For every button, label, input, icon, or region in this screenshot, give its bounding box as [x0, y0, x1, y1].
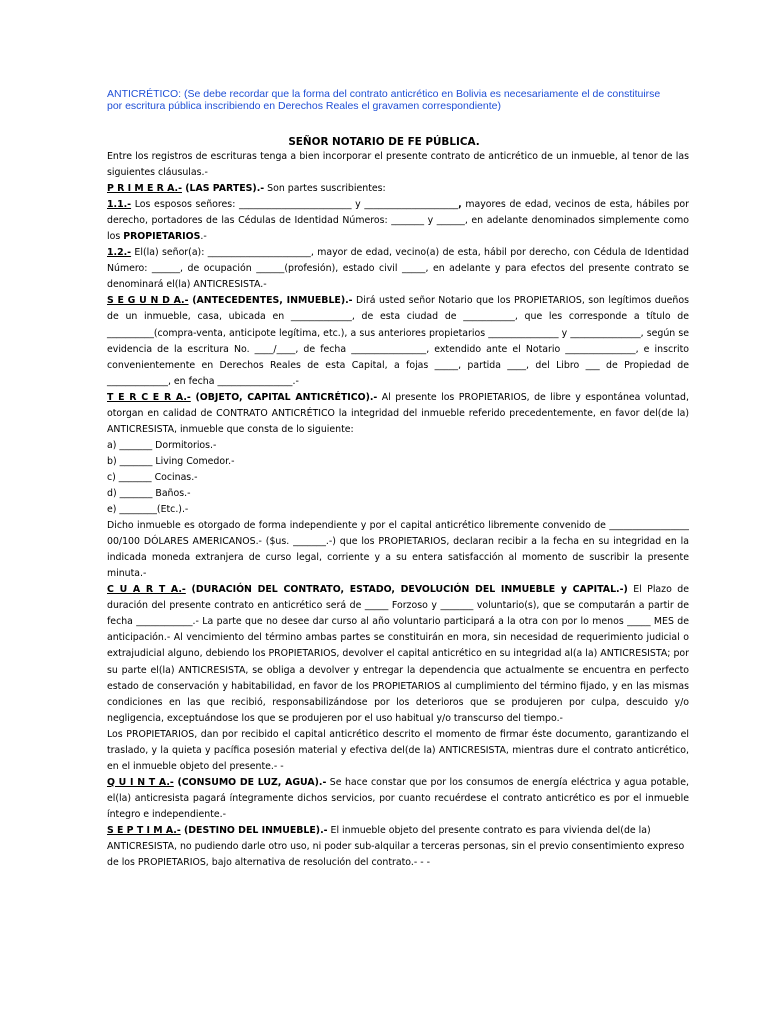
clause-text: mayores de edad, vecinos de esta, hábiles por derecho, portadores de las Cédulas de Identidad Números: _______ y ______, en adelante denominados simplemente como los — [107, 199, 689, 243]
clause-1-1 — [107, 197, 689, 245]
capital-paragraph: Dicho inmueble es otorgado de forma independiente y por el capital anticrético libremente convenido de _________________ 00/100 DÓLARES AMERICANOS.- ($us. _______.-) que los PROPIETARIOS, declaran recibir a la fecha en su integridad en la indicada moneda extranjera de curso legal, corriente y a su entera satisfacción al momento de suscribir la presente minuta.- — [107, 520, 689, 580]
clause-septima — [107, 823, 689, 871]
clause-label: 1.2.- — [107, 247, 132, 259]
clause-label: C U A R T A.- — [107, 584, 186, 596]
clause-primera — [107, 181, 689, 197]
propietarios-term: PROPIETARIOS — [123, 231, 201, 243]
clause-title: (DURACIÓN DEL CONTRATO, ESTADO, DEVOLUCIÓN DEL INMUEBLE y CAPITAL.-) — [185, 584, 628, 596]
clause-label: T E R C E R A.- — [107, 391, 191, 403]
list-item: b) _______ Living Comedor.- — [107, 455, 235, 467]
clause-label: P R I M E R A.- — [107, 183, 182, 195]
clause-text: El Plazo de duración del presente contrato en anticrético será de _____ Forzoso y _______ voluntario(s), que se computarán a partir de fecha ____________.- La parte que no desee dar curso al año voluntario participará a la otra con por lo menos _____ MES de anticipación.- Al vencimiento del término ambas partes se constituirán en mora, sin necesidad de requerimiento judicial o extrajudicial alguno, debiendo los PROPIETARIOS, devolver el capital anticrético en su integridad al(a la) ANTICRESISTA; por su parte el(la) ANTICRESISTA, se obliga a devolver y entregar la dependencia que actualmente se encuentra en perfecto estado de conservación y habitabilidad, en favor de los PROPIETARIOS al cumplimiento del término fijado, y en las mismas condiciones en las que recibió, responsabilizándose por los deterioros que se produjeren por culpa, descuido y/o negligencia, exceptuándose los que se produjeren por el uso habitual y/o transcurso del tiempo.- — [107, 584, 689, 724]
clause-title: (ANTECEDENTES, INMUEBLE).- — [188, 295, 353, 307]
clause-title: (DESTINO DEL INMUEBLE).- — [180, 824, 328, 836]
clause-text: Dirá usted señor Notario que los PROPIETARIOS, son legítimos dueños de un inmueble, casa, ubicada en _____________, de esta ciudad de ___________, que les corresponde a título de __________(compra-venta, anticipote legítima, etc.), a sus anteriores propietarios _______________ y _______________, según se evidencia de la escritura No. ____/____, de fecha ________________, extendido ante el Notario _______________, e inscrito convenientemente en Derechos Reales de esta Capital, a fojas _____, partida ____, del Libro ___ de Propiedad de _____________, en fecha ________________.- — [107, 295, 689, 387]
clause-text-bold: , — [458, 199, 462, 211]
clause-cuarta — [107, 582, 689, 726]
clause-tercera — [107, 390, 689, 438]
clause-text: Al presente los PROPIETARIOS, de libre y espontánea voluntad, otorgan en calidad de CONTRATO ANTICRÉTICO la integridad del inmueble referido precedentemente, en favor del(de la) ANTICRESISTA, inmueble que consta de lo siguiente: — [107, 391, 689, 435]
clause-label: S E P T I M A.- — [107, 824, 181, 836]
clause-text: .- — [200, 231, 207, 243]
clause-text: Los esposos señores: ________________________ y ____________________ — [131, 199, 459, 211]
clause-text: El(la) señor(a): ______________________, mayor de edad, vecino(a) de esta, hábil por derecho, con Cédula de Identidad Número: ______, de ocupación ______(profesión), estado civil _____, en adelante y para efectos del presente contrato se denominará el(la) ANTICRESISTA.- — [107, 247, 689, 291]
posesion-paragraph: Los PROPIETARIOS, dan por recibido el capital anticrético descrito el momento de firmar éste documento, garantizando el traslado, y la quieta y pacífica posesión material y efectiva del(de la) ANTICRESISTA, mientras dure el contrato anticrético, en el inmueble objeto del presente.- - — [107, 728, 689, 772]
clause-label: S E G U N D A.- — [107, 295, 189, 307]
clause-title: (LAS PARTES).- — [182, 183, 265, 195]
list-item: c) _______ Cocinas.- — [107, 471, 198, 483]
clause-text: Se hace constar que por los consumos de energía eléctrica y agua potable, el(la) anticresista pagará íntegramente dichos servicios, por cuanto recuérdese el contrato anticrético es por el inmueble íntegro e independiente.- — [107, 776, 689, 820]
clause-title: (CONSUMO DE LUZ, AGUA).- — [173, 776, 327, 788]
clause-title: (OBJETO, CAPITAL ANTICRÉTICO).- — [190, 391, 378, 403]
clause-text: El inmueble objeto del presente contrato es para vivienda del(de la) ANTICRESISTA, no pudiendo darle otro uso, ni poder sub-alquilar a terceras personas, sin el previo consentimiento expreso de los PROPIETARIOS, bajo alternativa de resolución del contrato.- - - — [107, 824, 685, 869]
clause-1-2 — [107, 245, 689, 293]
clause-label: 1.1.- — [107, 199, 132, 211]
anticretico-note: ANTICRÉTICO: (Se debe recordar que la forma del contrato anticrético en Bolivia es necesariamente el de constituirse por escritura pública inscribiendo en Derechos Reales el gravamen correspondiente) — [107, 88, 661, 112]
clause-segunda — [107, 293, 689, 389]
list-item: e) ________(Etc.).- — [107, 504, 189, 516]
clause-quinta — [107, 775, 689, 823]
intro-paragraph: Entre los registros de escrituras tenga a bien incorporar el presente contrato de anticrético de un inmueble, al tenor de las siguientes cláusulas.- — [107, 151, 689, 179]
contract-body — [107, 149, 689, 871]
list-item: d) _______ Baños.- — [107, 487, 191, 499]
clause-text: Son partes suscribientes: — [264, 183, 386, 195]
document-heading: SEÑOR NOTARIO DE FE PÚBLICA. — [288, 136, 480, 148]
list-item: a) _______ Dormitorios.- — [107, 439, 217, 451]
clause-label: Q U I N T A.- — [107, 776, 174, 788]
